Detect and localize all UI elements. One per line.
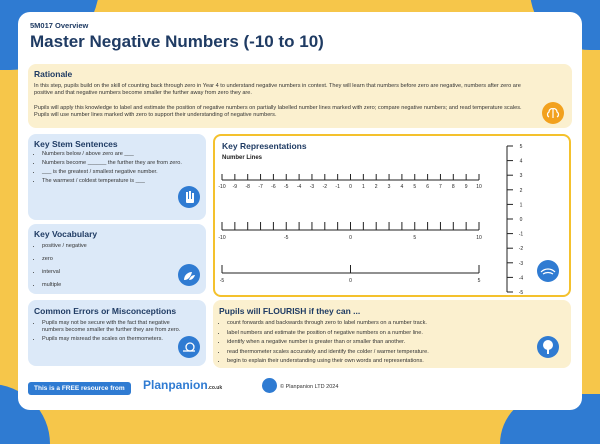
tick-label: -10 xyxy=(218,184,226,190)
list-item: • interval xyxy=(42,269,182,276)
tick-label: 3 xyxy=(387,184,391,190)
planpanion-logo[interactable] xyxy=(143,378,222,392)
list-item: • count forwards and backwards through zero to label numbers on a number track. xyxy=(227,320,527,327)
key-representations-box xyxy=(213,134,571,297)
logo-text: Planpanion xyxy=(143,378,208,392)
free-resource-badge: This is a FREE resource from xyxy=(28,382,131,395)
list-item: • ___ is the greatest / smallest negative number. xyxy=(42,169,182,176)
list-item: • begin to explain their understanding using their own words and representations. xyxy=(227,358,527,365)
keyrep-heading: Key Representations xyxy=(222,141,307,151)
tick-label: -8 xyxy=(245,184,250,190)
hand-icon xyxy=(178,186,200,208)
tick-label: 5 xyxy=(477,278,481,284)
tick-label: 0 xyxy=(349,278,352,284)
vocabulary-box xyxy=(28,224,206,294)
tick-label: 6 xyxy=(426,184,429,190)
tick-label: 5 xyxy=(413,184,417,190)
list-item: • zero xyxy=(42,256,182,263)
list-item: • label numbers and estimate the position of negative numbers on a number line. xyxy=(227,330,527,337)
tick-label: -4 xyxy=(296,184,302,190)
tick-label: 1 xyxy=(519,202,523,209)
number-lines xyxy=(215,136,571,297)
tick-label: 10 xyxy=(476,184,482,190)
tick-label: 0 xyxy=(519,217,523,223)
tick-label: -7 xyxy=(258,184,263,190)
leaves-icon xyxy=(178,264,200,286)
tick-label: -3 xyxy=(518,260,524,267)
flourish-heading: Pupils will FLOURISH if they can ... xyxy=(219,306,361,316)
tick-label: -9 xyxy=(232,184,238,190)
list-item: • Numbers below / above zero are ___ xyxy=(42,151,182,158)
tick-label: -10 xyxy=(218,235,226,241)
tick-label: -4 xyxy=(518,275,524,282)
tick-label: -1 xyxy=(335,184,340,190)
tree-icon xyxy=(537,336,559,358)
tick-label: -2 xyxy=(322,184,328,190)
keyrep-subtitle: Number Lines xyxy=(222,155,263,161)
tick-label: 5 xyxy=(413,235,417,241)
errors-list xyxy=(32,320,188,345)
logo-suffix: .co.uk xyxy=(207,385,223,391)
tick-label: -1 xyxy=(518,231,524,238)
list-item: • The warmest / coldest temperature is ___ xyxy=(42,178,182,185)
tick-label: 10 xyxy=(476,235,482,241)
stem-heading: Key Stem Sentences xyxy=(34,139,118,149)
rationale-box xyxy=(28,64,572,128)
rationale-paragraph: Pupils will apply this knowledge to label and estimate the position of negative numbers on partially labelled number lines marked with zero; compare negative numbers; and read temperature scales. Pupils will use number lines marked with zero to support their understanding of negative numbers. xyxy=(34,105,522,118)
rationale-heading: Rationale xyxy=(34,69,73,79)
tick-label: 4 xyxy=(519,158,523,165)
tick-label: -2 xyxy=(518,246,524,253)
tick-label: -6 xyxy=(271,184,276,190)
tick-label: 0 xyxy=(349,184,352,190)
tick-label: -5 xyxy=(284,235,289,241)
planpanion-mark-icon xyxy=(262,378,277,393)
vocabulary-heading: Key Vocabulary xyxy=(34,229,98,239)
tick-label: 0 xyxy=(349,235,352,241)
tick-label: 3 xyxy=(519,173,523,180)
list-item: • Pupils may misread the scales on thermometers. xyxy=(42,336,188,343)
tick-label: -5 xyxy=(518,290,524,296)
tick-label: -5 xyxy=(219,278,225,284)
tick-label: -3 xyxy=(309,184,315,190)
snail-icon xyxy=(178,336,200,358)
resource-code: 5M017 Overview xyxy=(30,21,89,30)
vocabulary-list xyxy=(32,243,182,295)
stem-sentences-box xyxy=(28,134,206,220)
tick-label: 4 xyxy=(400,184,404,190)
errors-heading: Common Errors or Misconceptions xyxy=(34,306,177,316)
tick-label: 2 xyxy=(519,187,523,194)
flourish-list xyxy=(217,320,527,368)
worksheet xyxy=(18,12,582,410)
tick-label: 9 xyxy=(464,184,468,190)
list-item: • positive / negative xyxy=(42,243,182,250)
rationale-paragraph: In this step, pupils build on the skill of counting back through zero in Year 4 to understand negative numbers in context. They will learn that numbers before zero are negative, numbers after zero are positive and that negative numbers become smaller the further away from zero they are. xyxy=(34,83,521,96)
copyright: © Planpanion LTD 2024 xyxy=(280,384,339,390)
tick-label: 1 xyxy=(361,184,365,190)
tick-label: 5 xyxy=(519,144,523,150)
tick-label: 2 xyxy=(374,184,378,190)
thermometer-icon xyxy=(537,260,559,282)
brain-icon xyxy=(542,102,564,124)
flourish-box xyxy=(213,300,571,368)
tick-label: 7 xyxy=(439,184,442,190)
tick-label: 8 xyxy=(451,184,455,190)
list-item: • read thermometer scales accurately and identify the colder / warmer temperature. xyxy=(227,349,527,356)
list-item: • Numbers become ______ the further they are from zero. xyxy=(42,160,182,167)
list-item: • multiple xyxy=(42,282,182,289)
page-title: Master Negative Numbers (-10 to 10) xyxy=(30,32,324,51)
list-item: • Pupils may not be secure with the fact that negative numbers become smaller the further they are from zero. xyxy=(42,320,188,334)
list-item: • identify when a negative number is greater than or smaller than another. xyxy=(227,339,527,346)
stem-list xyxy=(32,151,182,187)
tick-label: -5 xyxy=(284,184,289,190)
errors-box xyxy=(28,300,206,366)
